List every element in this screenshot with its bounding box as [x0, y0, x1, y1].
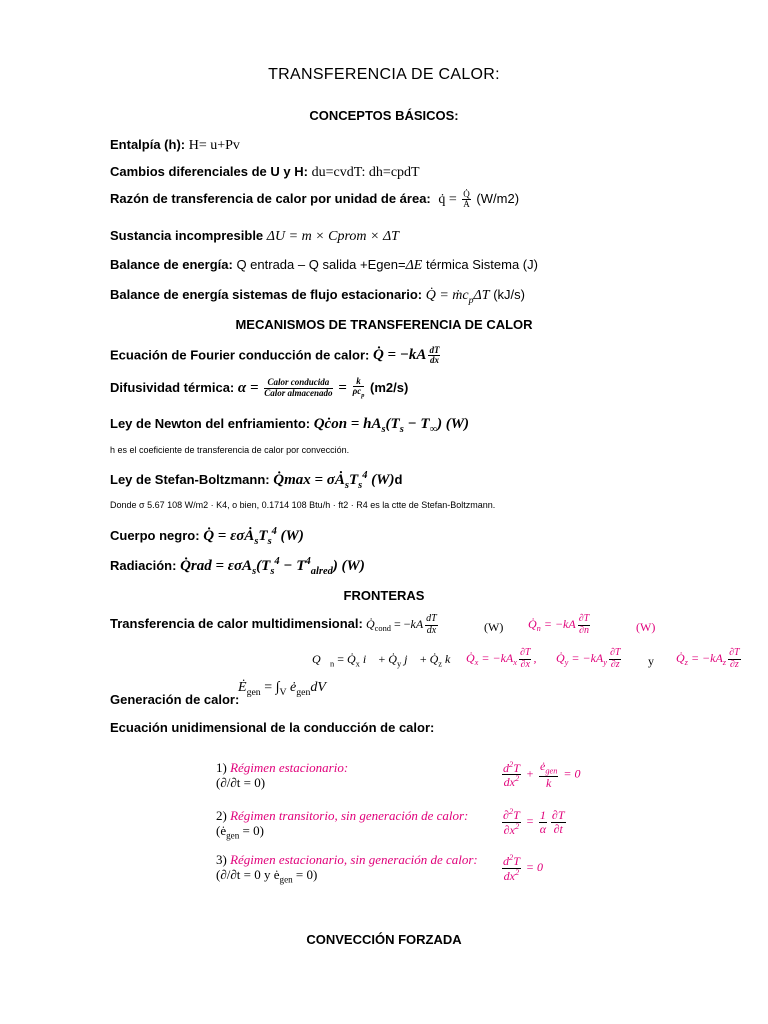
stefan-line: [110, 470, 402, 491]
cambios-label: Cambios diferenciales de U y H:: [110, 164, 308, 179]
flujo-label: Balance de energía sistemas de flujo estacionario:: [110, 287, 423, 302]
sustancia-label: Sustancia incompresible: [110, 228, 264, 243]
section-conveccion-forzada: CONVECCIÓN FORZADA: [306, 932, 462, 947]
fourier-equation: Q̇ = −kA $\frac{dT}{dx}$: [372, 345, 440, 366]
stefan-tail: d: [394, 472, 403, 487]
radiacion-label: Radiación:: [110, 558, 177, 573]
regimen-1-equation: $\frac{d^2T}{dx^2}$ + $\frac{ė_{gen}}{k}$ = 0: [503, 759, 581, 791]
flujo-line: [110, 287, 525, 306]
difusividad-unit: (m2/s): [370, 379, 409, 395]
newton-label: Ley de Newton del enfriamiento:: [110, 416, 311, 431]
generacion-equation: $Ė_{gen} = \int_V$ $ė_{gen}dV$: [238, 680, 326, 698]
qcond-unit: (W): [484, 620, 504, 634]
section-mecanismos: MECANISMOS DE TRANSFERENCIA DE CALOR: [235, 317, 533, 332]
cuerpo-negro-equation: Q̇ = $\varepsilon\sigma Ȧ_sT_s^4$: [203, 526, 277, 547]
balance-label: Balance de energía:: [110, 257, 233, 272]
razon-equation: q̇ = $\frac{Q̇}{A}$: [438, 189, 470, 210]
regimen-3-equation: $\frac{d^2T}{dx^2}$ = 0: [503, 853, 543, 883]
flujo-equation: Q̇ = ṁc$_p$ΔT: [425, 288, 490, 306]
balance-line: Balance de energía: Q entrada – Q salida +Egen=ΔE térmica Sistema (J): [110, 257, 538, 273]
difusividad-label: Difusividad térmica:: [110, 379, 235, 395]
generacion-label: Generación de calor:: [110, 692, 240, 707]
fourier-line: [110, 346, 442, 366]
qn-vector-equation: $Q⃗_n$ = $Q̇_x$ i⃗ + $Q̇_y$ j⃗ + $Q̇_z$ k⃗: [312, 652, 460, 669]
regimen-3: 3) Régimen estacionario, sin generación de calor: (∂/∂t = 0 y $ė_{gen} = 0$): [216, 852, 478, 885]
stefan-note: Donde σ 5.67 108 W/m2 · K4, o bien, 0.1714 108 Btu/h · ft2 · R4 es la ctte de Stefan-Boltzmann.: [110, 500, 496, 510]
section-fronteras: FRONTERAS: [343, 588, 425, 603]
balance-equation: Q entrada – Q salida +Egen=: [236, 257, 406, 272]
regimen-1: 1) Régimen estacionario: (∂/∂t = 0): [216, 760, 349, 790]
stefan-equation: Q̇max = $\sigma Ȧ_sT_s^4$: [273, 470, 368, 491]
regimen-2: 2) Régimen transitorio, sin generación de calor: $(ė_{gen} = 0)$: [216, 808, 469, 841]
radiacion-equation: Q̇rad = $\varepsilon\sigma A_s(T_s^4 - T^4_{alred})$: [180, 556, 338, 577]
qx-equation: $Q̇_x = -kA_x$ $\frac{\partial T}{\partial x}$ ,: [466, 647, 537, 670]
cuerpo-negro-unit: (W): [280, 528, 304, 544]
sustancia-equation: ΔU = m × Cprom × ΔT: [266, 229, 399, 244]
difusividad-numerator: Calor conducida: [264, 378, 332, 388]
qy-equation: $Q̇_y = -kA_y$ $\frac{\partial T}{\partial z}$: [556, 647, 621, 670]
cuerpo-negro-label: Cuerpo negro:: [110, 528, 200, 543]
difusividad-denominator: Calor almacenado: [264, 387, 333, 398]
razon-line: [110, 190, 519, 210]
balance-tail: térmica Sistema (J): [425, 257, 538, 272]
sustancia-line: [110, 228, 399, 245]
entalpia-equation: H= u+Pv: [188, 138, 240, 153]
newton-line: [110, 416, 469, 435]
newton-equation: Qċon = $hA_s(T_s - T_\infty)$: [313, 416, 443, 435]
fourier-label: Ecuación de Fourier conducción de calor:: [110, 347, 370, 363]
radiacion-unit: (W): [341, 558, 365, 574]
regimen-2-equation: $\frac{\partial^2T}{\partial x^2}$ = $\frac{1}{\alpha}$ $\frac{\partial T}{\partial t}$: [503, 807, 565, 837]
cambios-line: [110, 164, 420, 181]
qn-unit: (W): [636, 620, 656, 634]
radiacion-subscript: alred: [310, 566, 333, 577]
flujo-unit: (kJ/s): [493, 287, 525, 302]
entalpia-label: Entalpía (h):: [110, 137, 186, 152]
cambios-equation: du=cvdT: dh=cpdT: [311, 165, 420, 180]
razon-label: Razón de transferencia de calor por unidad de área:: [110, 191, 431, 207]
difusividad-line: [110, 377, 408, 400]
unidimensional-label: Ecuación unidimensional de la conducción de calor:: [110, 720, 435, 735]
qz-equation: $Q̇_z = -kA_z$ $\frac{\partial T}{\partial z}$: [676, 647, 740, 670]
section-conceptos-basicos: CONCEPTOS BÁSICOS:: [309, 108, 459, 123]
newton-note: h es el coeficiente de transferencia de calor por convección.: [110, 445, 350, 455]
entalpia-line: [110, 137, 240, 154]
stefan-label: Ley de Stefan-Boltzmann:: [110, 472, 270, 487]
y-connector: y: [648, 654, 654, 668]
multidimensional-label: Transferencia de calor multidimensional:: [110, 616, 363, 631]
cuerpo-negro-line: [110, 526, 304, 547]
qn-equation: $Q̇_n = -kA$ $\frac{\partial T}{\partial n}$: [528, 613, 590, 636]
radiacion-line: [110, 556, 365, 577]
qcond-equation: $Q̇_{cond} = -kA$ $\frac{dT}{dx}$: [366, 613, 437, 636]
document-title: TRANSFERENCIA DE CALOR:: [268, 66, 500, 83]
stefan-unit: (W): [371, 472, 395, 488]
razon-unit: (W/m2): [476, 191, 520, 207]
difusividad-equation: α = $\frac{\text{Calor conducida}}{\text{Calor almacenado}}$ = $\frac{k}{\rho c_p}$: [237, 376, 365, 400]
newton-unit: (W): [445, 416, 470, 432]
